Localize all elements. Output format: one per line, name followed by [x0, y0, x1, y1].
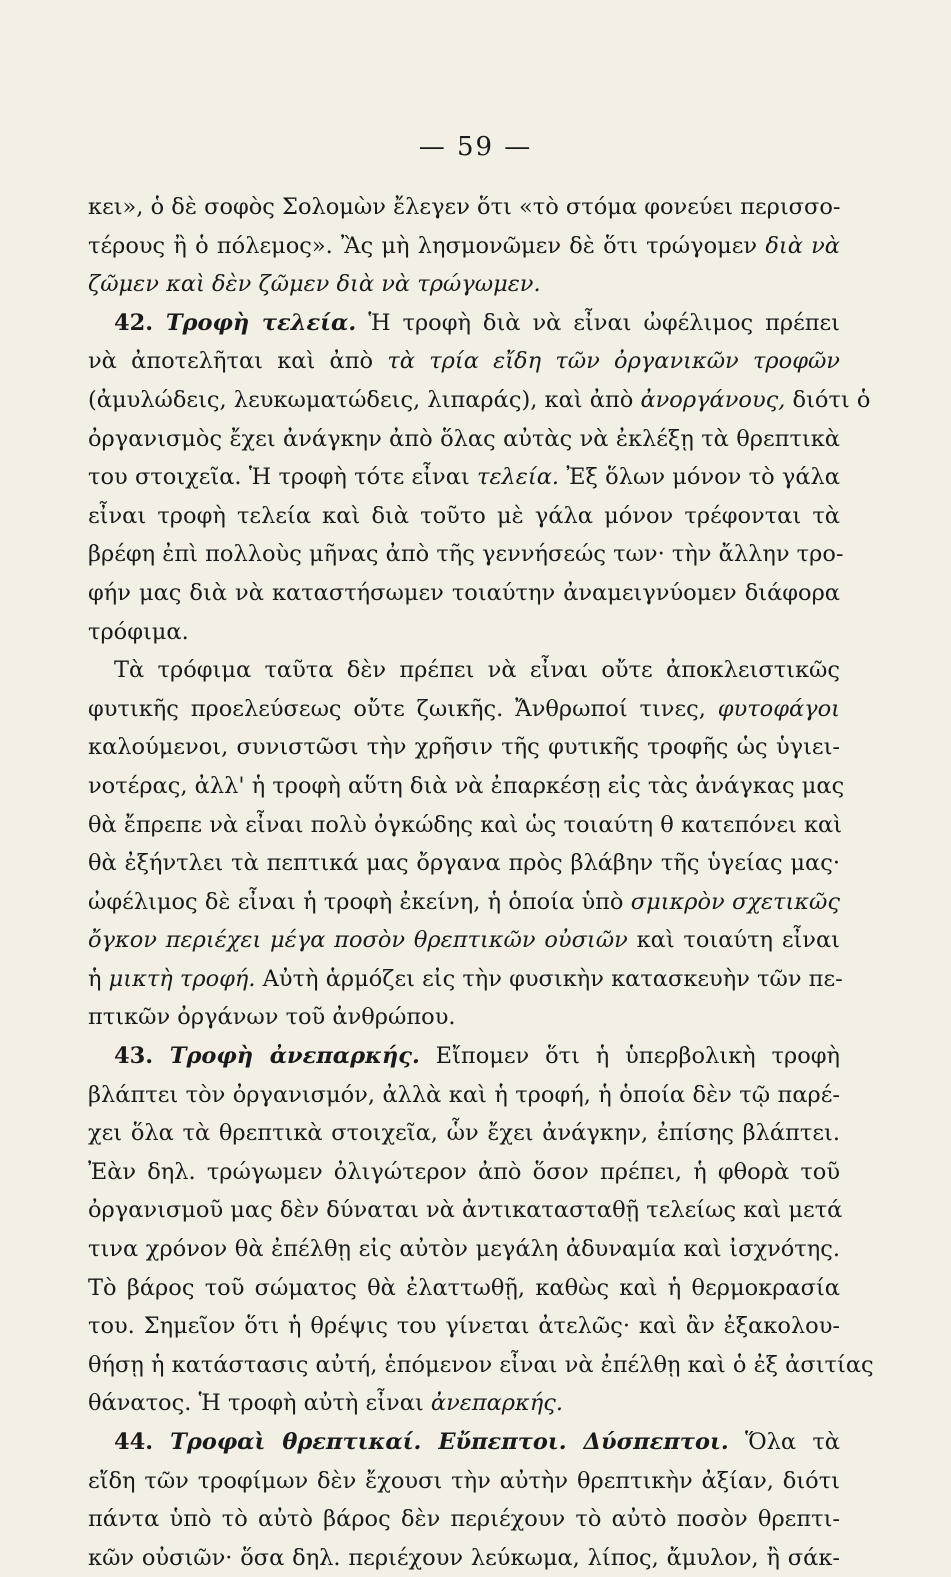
text-line: [88, 458, 840, 497]
section-heading-44: [88, 1423, 840, 1462]
text-run: χει ὅλα τὰ θρεπτικὰ στοιχεῖα, ὧν ἔχει ἀνάγκην, ἐπίσης βλάπτει.: [88, 1120, 840, 1147]
text-run: τινα χρόνον θὰ ἐπέλθῃ εἰς αὐτὸν μεγάλη ἀδυναμία καὶ ἰσχνότης.: [88, 1236, 840, 1263]
text-run: βλάπτει τὸν ὀργανισμόν, ἀλλὰ καὶ ἡ τροφή, ἡ ὁποία δὲν τῷ παρέ-: [88, 1081, 840, 1108]
text-line: [88, 1153, 840, 1192]
paragraph-number: 43.: [114, 1043, 170, 1070]
heading-run: Τροφὴ τελεία.: [165, 309, 357, 336]
text-line: [88, 1191, 843, 1230]
paragraph-number: 44.: [114, 1429, 171, 1455]
text-line: [88, 1269, 840, 1308]
text-run: καὶ τοιαύτη εἶναι: [627, 927, 840, 954]
text-line: [88, 227, 840, 266]
text-line: [88, 1230, 840, 1269]
italic-run: ζῶμεν καὶ δὲν ζῶμεν διὰ νὰ τρώγωμεν.: [88, 271, 541, 298]
italic-run: ὄγκον περιέχει μέγα ποσὸν θρεπτικῶν οὐσιῶν: [88, 927, 628, 954]
text-line: [88, 651, 840, 690]
text-run: εἶναι τροφὴ τελεία καὶ διὰ τοῦτο μὲ γάλα μόνον τρέφονται τὰ: [88, 502, 840, 529]
text-line: [88, 613, 840, 652]
text-line: [88, 1500, 840, 1539]
text-run: βρέφη ἐπὶ πολλοὺς μῆνας ἀπὸ τῆς γεννήσεώς των· τὴν ἄλλην τρο-: [88, 541, 844, 568]
text-run: Ἐὰν δηλ. τρώγωμεν ὀλιγώτερον ἀπὸ ὅσον πρέπει, ἡ φθορὰ τοῦ: [88, 1158, 840, 1185]
page-number: — 59 —: [418, 132, 533, 162]
text-run: ὀργανισμοῦ μας δὲν δύναται νὰ ἀντικατασταθῇ τελείως καὶ μετά: [88, 1197, 843, 1224]
text-line: [88, 690, 840, 729]
text-run: ἡ: [88, 965, 109, 992]
heading-run: Τροφὴ ἀνεπαρκής.: [169, 1043, 420, 1070]
italic-run: ἀνοργάνους,: [640, 386, 786, 413]
heading-run: Τροφαὶ θρεπτικαί. Εὔπεπτοι. Δύσπεπτοι.: [170, 1429, 729, 1455]
body-text: [88, 188, 874, 1577]
text-run: Αὐτὴ ἁρμόζει εἰς τὴν φυσικὴν κατασκευὴν τῶν πε-: [255, 965, 843, 992]
text-run: φυτικῆς προελεύσεως οὔτε ζωικῆς. Ἄνθρωποί τινες,: [88, 695, 718, 722]
italic-run: μικτὴ τροφή.: [108, 965, 256, 992]
text-run: Ὅλα τὰ: [728, 1429, 840, 1455]
text-run: τέρους ἢ ὁ πόλεμος». Ἂς μὴ λησμονῶμεν δὲ ὅτι τρώγομεν: [88, 232, 766, 259]
text-line: [88, 998, 840, 1037]
text-run: καλούμενοι, συνιστῶσι τὴν χρῆσιν τῆς φυτικῆς τροφῆς ὡς ὑγιει-: [88, 734, 840, 761]
text-run: πτικῶν ὀργάνων τοῦ ἀνθρώπου.: [88, 1004, 456, 1031]
text-run: Τὸ βάρος τοῦ σώματος θὰ ἐλαττωθῇ, καθὼς καὶ ἡ θερμοκρασία: [88, 1274, 840, 1301]
text-run: εἴδη τῶν τροφίμων δὲν ἔχουσι τὴν αὐτὴν θρεπτικὴν ἀξίαν, διότι: [88, 1467, 840, 1494]
text-line: [88, 728, 840, 767]
text-line: [88, 574, 840, 613]
italic-run: σμικρὸν σχετικῶς: [630, 888, 840, 915]
italic-run: φυτοφάγοι: [717, 695, 840, 722]
text-line: [88, 1462, 840, 1501]
text-line: [88, 844, 840, 883]
text-run: θήσῃ ἡ κατάστασις αὐτή, ἑπόμενον εἶναι νὰ ἐπέλθῃ καὶ ὁ ἐξ ἀσιτίας: [88, 1351, 874, 1378]
text-line: [88, 420, 840, 459]
text-line: [88, 1384, 840, 1423]
text-line: [88, 1539, 840, 1577]
text-run: νοτέρας, ἀλλ' ἡ τροφὴ αὕτη διὰ νὰ ἐπαρκέσῃ εἰς τὰς ἀνάγκας μας: [88, 772, 845, 799]
text-line: [88, 188, 840, 227]
paragraph-number: 42.: [114, 309, 166, 336]
text-run: ὠφέλιμος δὲ εἶναι ἡ τροφὴ ἐκείνη, ἡ ὁποία ὑπὸ: [88, 888, 631, 915]
italic-run: ἀνεπαρκής.: [430, 1390, 564, 1417]
text-line: [88, 342, 840, 381]
text-line: [88, 497, 840, 536]
text-run: θὰ ἔπρεπε νὰ εἶναι πολὺ ὀγκώδης καὶ ὡς τοιαύτη θ κατεπόνει καὶ: [88, 811, 843, 838]
text-run: κει», ὁ δὲ σοφὸς Σολομὼν ἔλεγεν ὅτι «τὸ στόμα φονεύει περισσο-: [88, 194, 841, 220]
text-run: Τὰ τρόφιμα ταῦτα δὲν πρέπει νὰ εἶναι οὔτε ἀποκλειστικῶς: [114, 657, 840, 684]
text-line: [88, 960, 843, 999]
text-line: [88, 535, 844, 574]
text-line: [88, 265, 840, 304]
text-run: Εἴπομεν ὅτι ἡ ὑπερβολικὴ τροφὴ: [419, 1043, 840, 1070]
text-line: [88, 883, 840, 922]
text-line: [88, 381, 871, 420]
text-run: του. Σημεῖον ὅτι ἡ θρέψις του γίνεται ἀτελῶς· καὶ ἂν ἐξακολου-: [88, 1313, 840, 1340]
section-heading-42: [88, 304, 840, 343]
text-run: Ἐξ ὅλων μόνον τὸ γάλα: [559, 464, 840, 491]
italic-run: τελεία.: [477, 464, 560, 491]
text-run: τρόφιμα.: [88, 618, 189, 645]
text-run: φήν μας διὰ νὰ καταστήσωμεν τοιαύτην ἀναμειγνύομεν διάφορα: [88, 579, 840, 606]
text-run: Ἡ τροφὴ διὰ νὰ εἶναι ὠφέλιμος πρέπει: [356, 309, 841, 336]
text-run: κῶν οὐσιῶν· ὅσα δηλ. περιέχουν λεύκωμα, λίπος, ἄμυλον, ἢ σάκ-: [88, 1544, 840, 1571]
text-run: (ἀμυλώδεις, λευκωματώδεις, λιπαράς), καὶ ἀπὸ: [88, 386, 641, 413]
text-run: ὀργανισμὸς ἔχει ἀνάγκην ἀπὸ ὅλας αὐτὰς νὰ ἐκλέξῃ τὰ θρεπτικὰ: [88, 425, 840, 452]
text-run: θάνατος. Ἡ τροφὴ αὐτὴ εἶναι: [88, 1390, 431, 1417]
text-run: πάντα ὑπὸ τὸ αὐτὸ βάρος δὲν περιέχουν τὸ αὐτὸ ποσὸν θρεπτι-: [88, 1506, 840, 1533]
text-run: διότι ὁ: [785, 386, 871, 413]
section-heading-43: [88, 1037, 840, 1076]
text-run: νὰ ἀποτελῆται καὶ ἀπὸ: [88, 348, 388, 375]
text-line: [88, 921, 840, 960]
text-line: [88, 1346, 874, 1385]
italic-run: διὰ νὰ: [765, 232, 840, 259]
text-line: [88, 767, 845, 806]
text-run: του στοιχεῖα. Ἡ τροφὴ τότε εἶναι: [88, 464, 478, 491]
text-line: [88, 1307, 840, 1346]
text-line: [88, 1076, 840, 1115]
text-line: [88, 806, 843, 845]
italic-run: τὰ τρία εἴδη τῶν ὀργανικῶν τροφῶν: [387, 348, 840, 375]
text-run: θὰ ἐξήντλει τὰ πεπτικά μας ὄργανα πρὸς βλάβην τῆς ὑγείας μας·: [88, 850, 840, 877]
text-line: [88, 1114, 840, 1153]
